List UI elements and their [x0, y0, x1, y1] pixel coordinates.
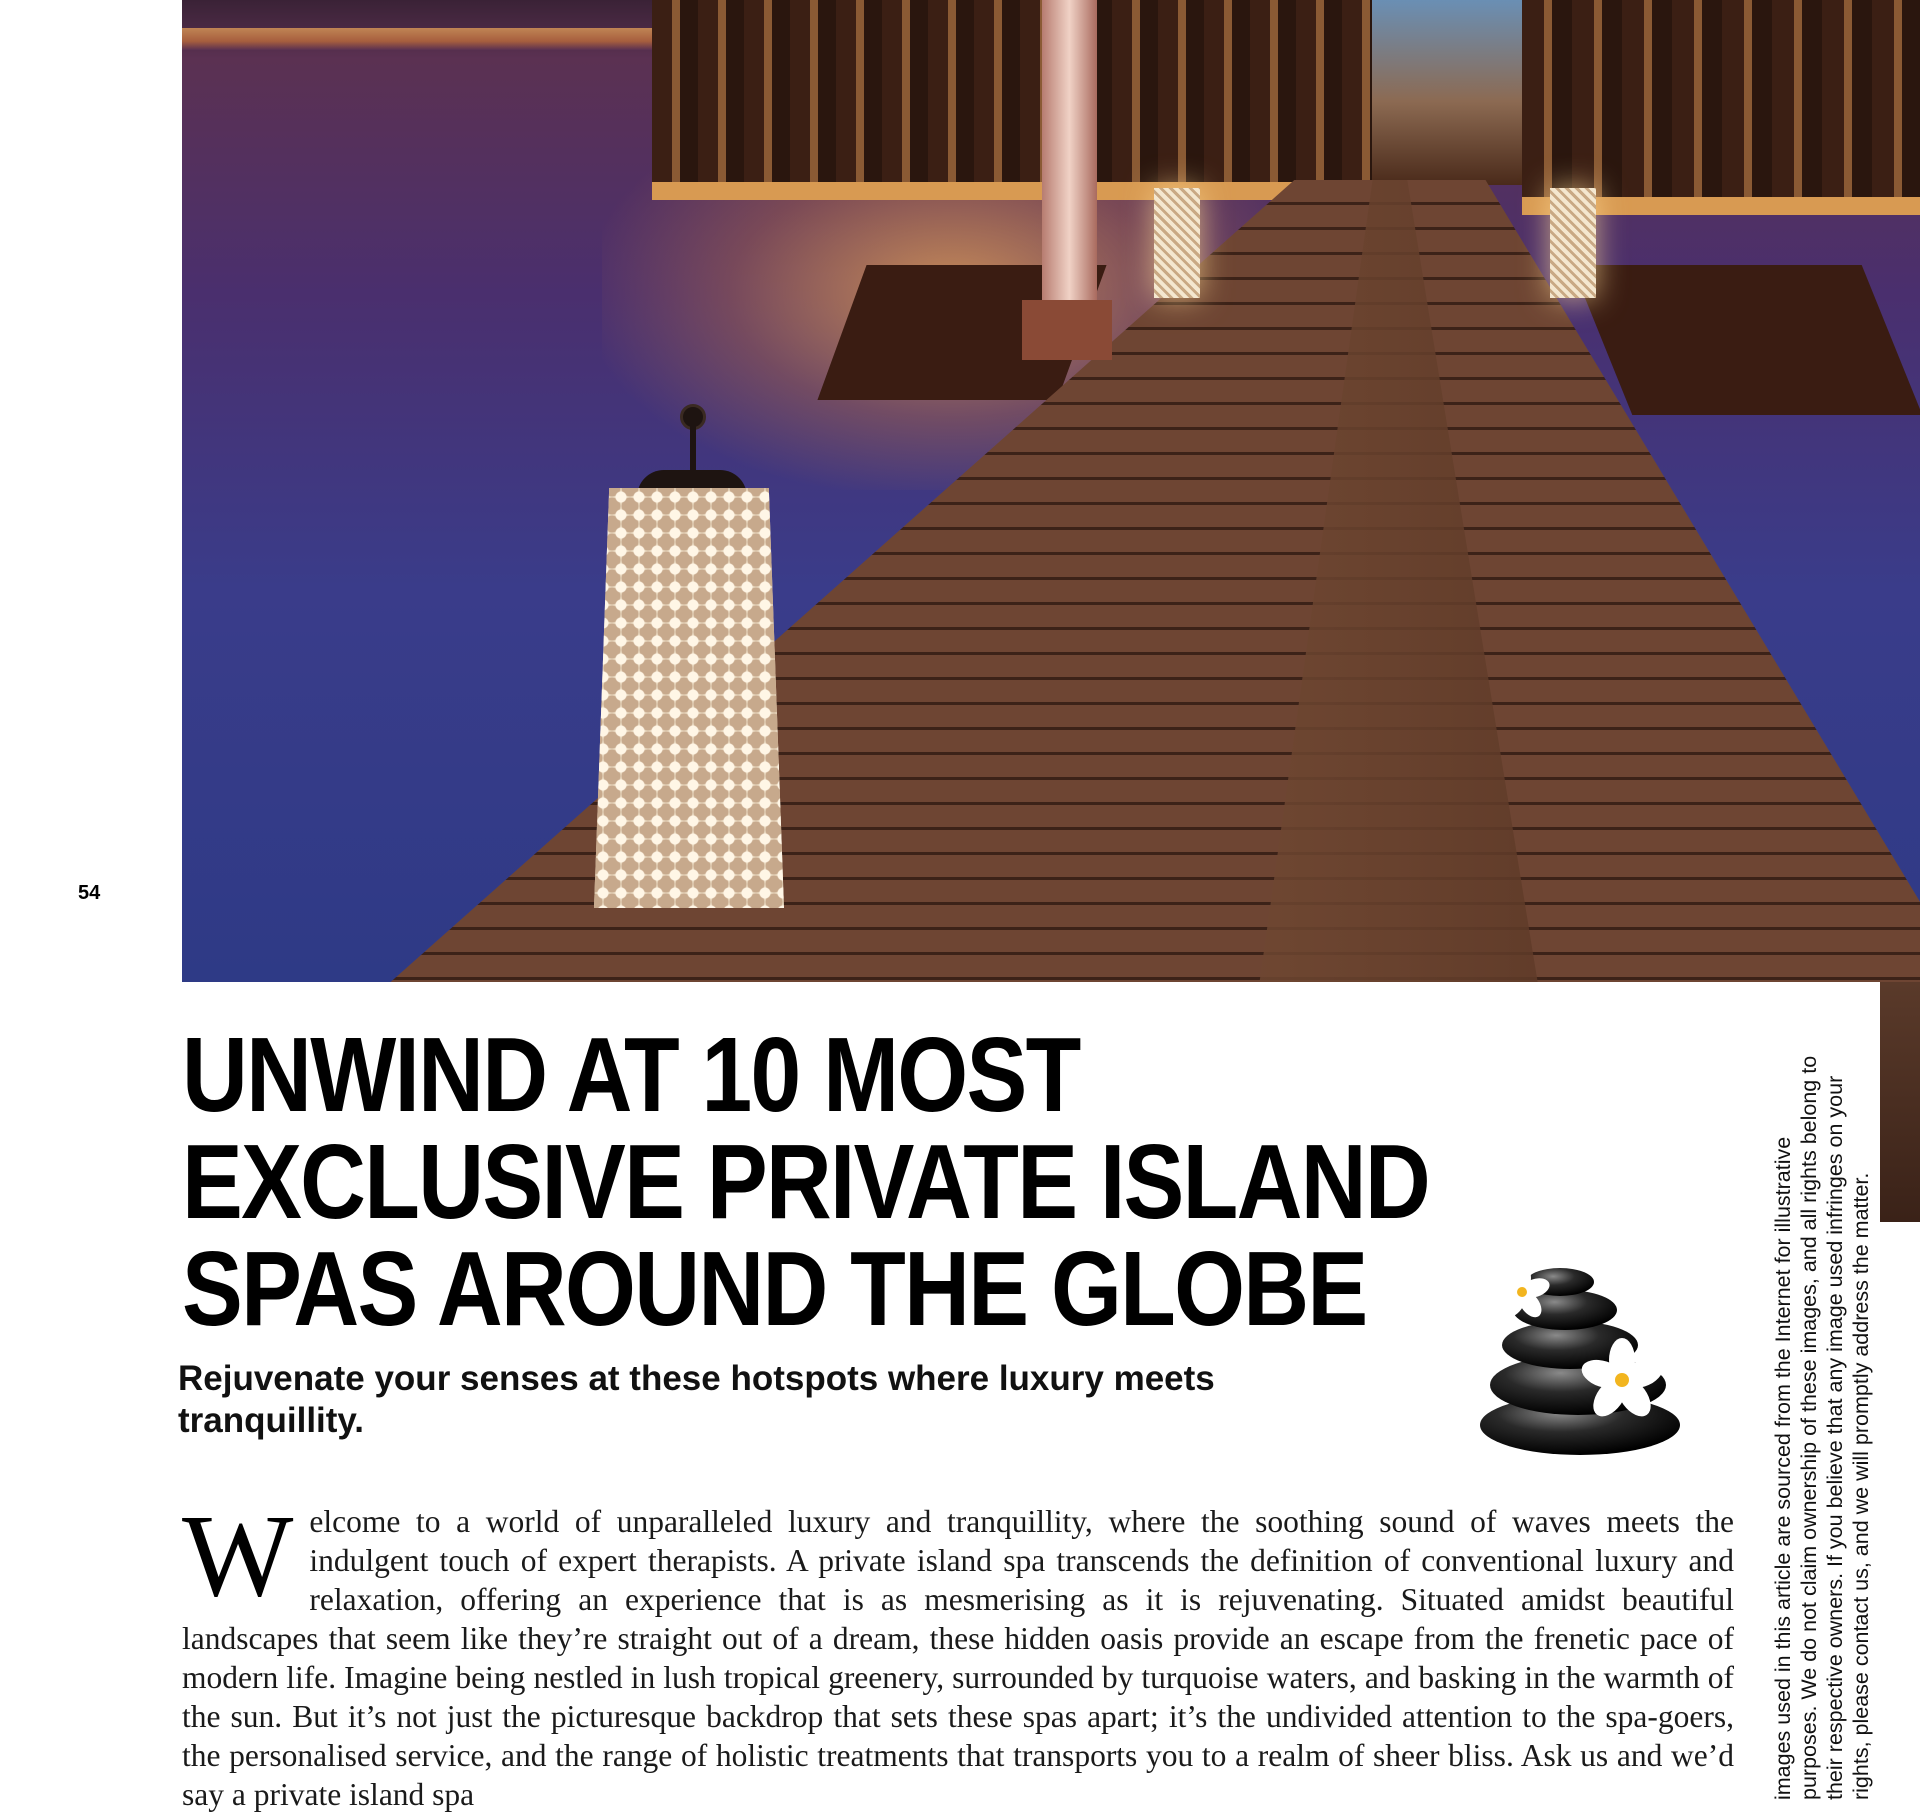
article-body-text: elcome to a world of unparalleled luxury and tranquillity, where the soothing sound of waves meets the indulgent touch of expert therapists. A private island spa transcends the definition of conventional luxury and relaxation, offering an experience that is as mesmerising as it is rejuvenating. Situated amidst beautiful landscapes that seem like they’re straight out of a dream, these hidden oasis provide an escape from the frenetic pace of modern life. Imagine being nestled in lush tropical greenery, surrounded by turquoise waters, and basking in the warmth of the sun. But it’s not just the picturesque backdrop that sets these spas apart; it’s the undivided attention to the spa-goers, the personalised service, and the range of holistic treatments that transports you to a realm of sheer bliss. Ask us and we’d say a private island spa [182, 1504, 1734, 1812]
pavilion-right [1522, 0, 1920, 215]
adjacent-page-photo-edge [1880, 982, 1920, 1222]
city-skyline [182, 28, 662, 50]
spa-stones-illustration [1460, 1240, 1700, 1460]
headline-line-3: SPAS AROUND THE GLOBE [182, 1230, 1367, 1348]
lantern-rod [690, 425, 696, 475]
page-number: 54 [78, 882, 101, 904]
pillar-base [1022, 300, 1112, 360]
spa-stones-icon [1460, 1240, 1700, 1460]
pillar [1042, 0, 1097, 340]
light-post-left [1154, 188, 1200, 298]
article-subtitle: Rejuvenate your senses at these hotspots where luxury meets tranquillity. [178, 1359, 1215, 1440]
headline-line-2: EXCLUSIVE PRIVATE ISLAND [182, 1123, 1429, 1241]
lantern [594, 488, 784, 908]
image-disclaimer: images used in this article are sourced from the Internet for illustrative purposes. We do not claim ownership of these images, and all rights belong to their respective owners. If you believe that any image used infringes on your rights, please contact us, and we will promptly address the matter. [1771, 1055, 1873, 1800]
pavilion-left [652, 0, 1372, 200]
headline-line-1: UNWIND AT 10 MOST [182, 1016, 1080, 1134]
light-post-right [1550, 188, 1596, 298]
hero-photo [182, 0, 1920, 982]
side-platform-right [1572, 265, 1920, 415]
article-body [182, 1490, 1734, 1814]
drop-cap: W [182, 1490, 294, 1621]
article-headline [182, 1016, 1429, 1348]
